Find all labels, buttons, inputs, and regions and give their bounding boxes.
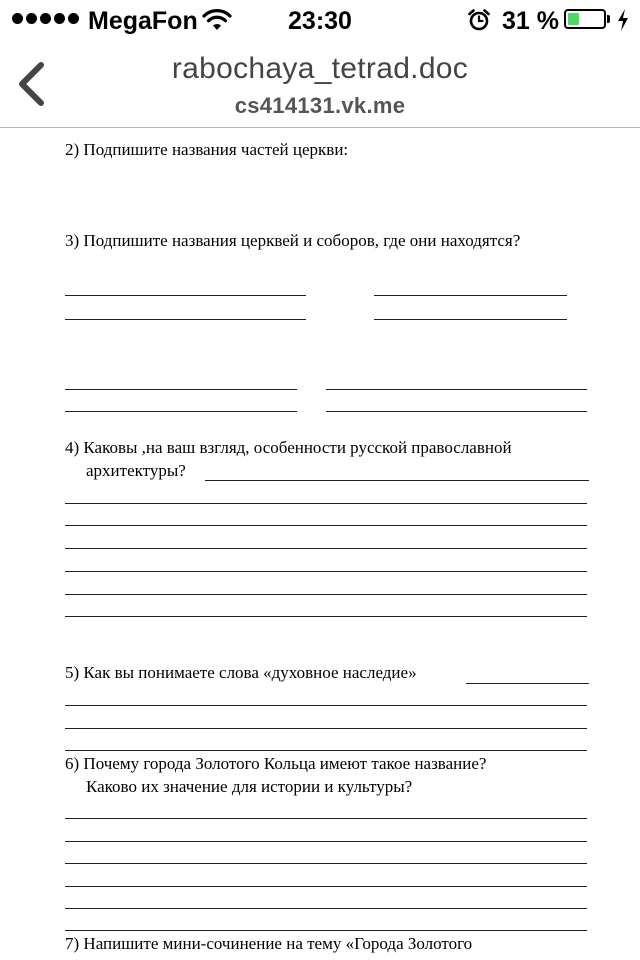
- answer-line: [65, 841, 587, 842]
- question-7: 7) Напишите мини-сочинение на тему «Города Золотого: [65, 934, 473, 953]
- answer-line: [466, 683, 589, 684]
- question-6-line-2: Каково их значение для истории и культуры?: [86, 777, 413, 796]
- answer-line: [65, 930, 587, 931]
- chevron-left-icon: [14, 61, 48, 107]
- answer-line: [65, 818, 587, 819]
- answer-line: [65, 728, 587, 729]
- answer-line: [65, 319, 306, 320]
- battery-nub: [607, 15, 610, 23]
- answer-line: [205, 480, 589, 481]
- battery-icon: [564, 9, 606, 29]
- answer-line: [65, 389, 297, 390]
- question-2: 2) Подпишите названия частей церкви:: [65, 140, 349, 159]
- answer-line: [65, 525, 587, 526]
- answer-line: [65, 750, 587, 751]
- answer-line: [65, 863, 587, 864]
- question-5: 5) Как вы понимаете слова «духовное наследие»: [65, 663, 417, 682]
- answer-line: [65, 571, 587, 572]
- navigation-header: [0, 40, 640, 128]
- status-bar: [0, 0, 640, 40]
- battery-level-fill: [568, 13, 579, 25]
- answer-line: [374, 319, 567, 320]
- question-3: 3) Подпишите названия церквей и соборов, где они находятся?: [65, 231, 521, 250]
- question-6-line-1: 6) Почему города Золотого Кольца имеют такое название?: [65, 754, 487, 773]
- answer-line: [65, 594, 587, 595]
- answer-line: [65, 908, 587, 909]
- answer-line: [65, 548, 587, 549]
- answer-line: [326, 389, 587, 390]
- carrier-name: MegaFon: [88, 7, 198, 35]
- answer-line: [65, 411, 297, 412]
- battery-percent: 31 %: [502, 7, 559, 35]
- answer-line: [374, 295, 567, 296]
- answer-line: [65, 503, 587, 504]
- back-button[interactable]: [6, 50, 56, 118]
- document-content[interactable]: [0, 128, 640, 960]
- answer-line: [65, 886, 587, 887]
- question-4-line-2: архитектуры?: [86, 461, 186, 480]
- document-title: rabochaya_tetrad.doc: [171, 52, 469, 85]
- alarm-icon: [467, 8, 491, 37]
- clock: 23:30: [288, 7, 352, 35]
- answer-line: [326, 411, 587, 412]
- answer-line: [65, 295, 306, 296]
- answer-line: [65, 705, 587, 706]
- document-host: cs414131.vk.me: [234, 93, 406, 118]
- answer-line: [65, 616, 587, 617]
- charging-bolt-icon: [616, 8, 630, 37]
- question-4-line-1: 4) Каковы ,на ваш взгляд, особенности русской православной: [65, 438, 512, 457]
